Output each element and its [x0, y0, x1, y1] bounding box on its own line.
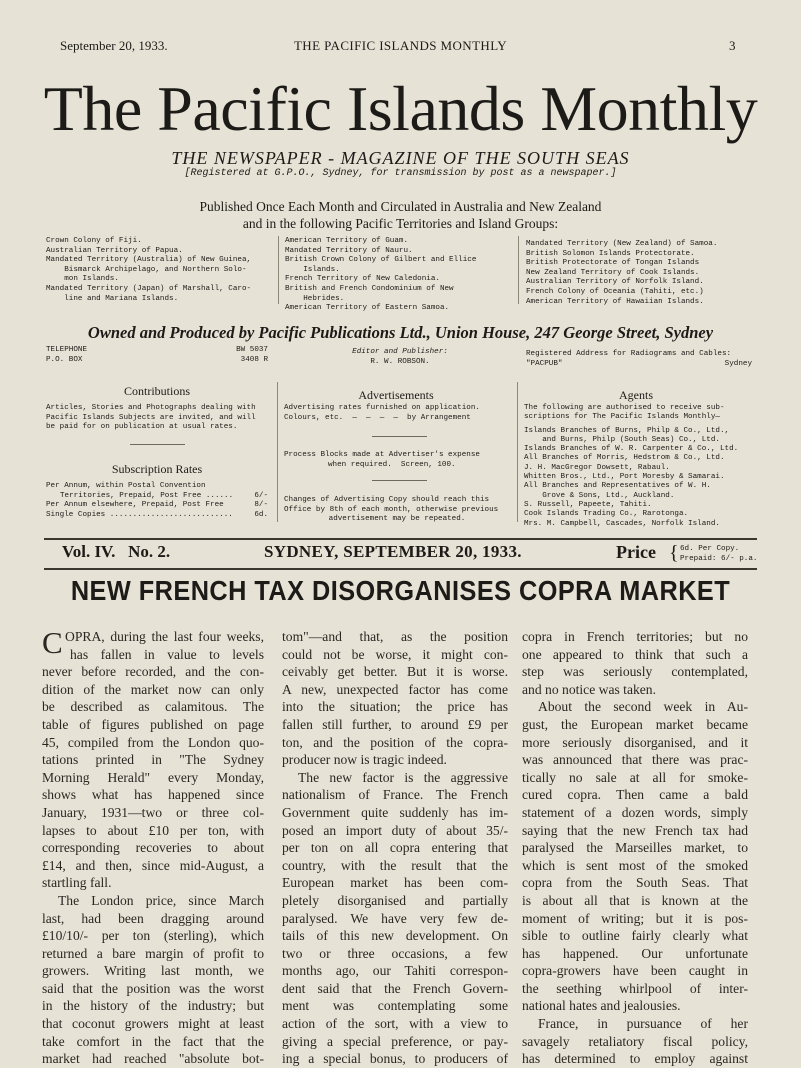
contributions-line: Articles, Stories and Photographs dealing with	[46, 404, 256, 412]
subscription-row	[46, 482, 268, 501]
article-line: is about all that is known at the	[522, 892, 748, 908]
agent-line: scriptions for The Pacific Islands Monthly—	[524, 413, 720, 422]
advertising-line: Advertising rates furnished on application.	[284, 404, 480, 412]
price-annual: Prepaid: 6/- p.a.	[680, 554, 758, 563]
agent-line: J. H. MacGregor Dowsett, Rabaul.	[524, 463, 670, 472]
article-line: was announced that there was prac-	[522, 752, 748, 768]
issue-bar-bottom-rule	[44, 568, 757, 570]
article-line: and no notice was taken.	[522, 681, 657, 697]
telephone-number: BW 5037	[236, 346, 268, 354]
column-divider	[517, 382, 518, 522]
drop-cap: C	[42, 625, 63, 660]
article-line: OPRA, during the last four weeks,	[65, 629, 264, 644]
subscription-rates	[46, 482, 268, 520]
territory-entry: Mandated Territory (Japan) of Marshall, Caro-	[46, 284, 252, 293]
territory-entry: Mandated Territory of Nauru.	[285, 246, 413, 255]
subscription-text: Per Annum elsewhere, Prepaid, Post Free	[46, 501, 224, 510]
territory-entry: Bismarck Archipelago, and Northern Solo-	[46, 265, 247, 274]
article-line: ment was contemplating some	[282, 998, 508, 1014]
territory-entry: American Territory of Hawaiian Islands.	[526, 297, 704, 306]
article-line: shows what has happened since	[42, 787, 264, 803]
article-line: £10/10/- per ton (sterling), which	[42, 928, 264, 944]
territory-entry: Hebrides.	[285, 294, 345, 303]
contact-block	[46, 346, 268, 365]
territory-entry: Australian Territory of Papua.	[46, 246, 183, 255]
article-line: cured copra. Then came a bald	[522, 787, 748, 803]
territory-entry: American Territory of Guam.	[285, 237, 409, 245]
territory-list-2	[285, 237, 515, 314]
article-line: country, with the result that the	[282, 857, 508, 873]
cable-city: Sydney	[724, 359, 752, 368]
subscription-text: Per Annum, within Postal Convention	[46, 482, 206, 490]
po-box-number: 3408 R	[240, 355, 268, 364]
agent-line: All Branches of Morris, Hedstrom & Co., Ltd.	[524, 454, 725, 463]
article-line: dent said that the French Govern-	[282, 980, 508, 996]
article-line: be described as calamitous. The	[42, 699, 264, 715]
article-line: The London price, since March	[58, 892, 264, 908]
article-line: step was seriously contemplated,	[522, 664, 748, 680]
article-line: ceivably get better. But it is worse.	[282, 664, 508, 680]
article-line: growers. Writing last month, we	[42, 963, 264, 979]
process-blocks	[284, 451, 510, 470]
article-line: £14, and then, since mid-August, a	[42, 857, 264, 873]
article-line: saying that the new French tax had	[522, 822, 748, 838]
issue-bar-top-rule	[44, 538, 757, 540]
territory-entry: French Colony of Oceania (Tahiti, etc.)	[526, 287, 704, 296]
advertising-rates	[284, 404, 510, 423]
section-rule	[372, 436, 427, 437]
page-number: 3	[729, 38, 736, 53]
article-line: months ago, our Tahiti correspon-	[282, 963, 508, 979]
contributions-text	[46, 404, 268, 433]
advertising-line: Colours, etc. — — — — by Arrangement	[284, 413, 471, 422]
price-details	[680, 545, 757, 564]
agent-line: The following are authorised to receive sub-	[524, 404, 725, 412]
ownership-line: Owned and Produced by Pacific Publications Ltd., Union House, 247 George Street, Sydney	[87, 323, 714, 342]
po-box-label: P.O. BOX	[46, 355, 83, 364]
article-line: that coconut growers might at least	[42, 1016, 264, 1032]
contributions-line: be paid for on publication at usual rates.	[46, 423, 238, 432]
article-line: tom"—and that, as the position	[282, 629, 508, 644]
article-line: posed an import duty of about 35/-	[282, 822, 508, 838]
article-line: in the history of the industry; but	[42, 998, 264, 1014]
article-line: dition of the market now can only	[42, 681, 264, 697]
territory-entry: British Solomon Islands Protectorate.	[526, 249, 695, 258]
territory-entry: mon Islands.	[46, 275, 119, 284]
agent-line: Cook Islands Trading Co., Rarotonga.	[524, 510, 689, 519]
article-line: which is sent most of the smoked	[522, 857, 748, 873]
copy-changes	[284, 496, 510, 525]
territory-entry: British and French Condominium of New	[285, 284, 454, 293]
subscription-text: Territories, Prepaid, Post Free ......	[60, 491, 234, 500]
article-line: last, had been dragging around	[42, 910, 264, 926]
column-divider	[277, 382, 278, 522]
radiogram-address: Registered Address for Radiograms and Cables:	[526, 350, 732, 358]
advertising-line: Process Blocks made at Advertiser's expense	[284, 451, 480, 459]
masthead-title: The Pacific Islands Monthly	[43, 73, 758, 144]
subscription-text: Single Copies ...........................	[46, 510, 233, 519]
article-line: A new, unexpected factor has come	[282, 681, 508, 697]
section-rule	[130, 444, 185, 445]
subscription-price: 6d.	[254, 510, 268, 519]
article-line: lapses to about £10 per ton, with	[42, 822, 264, 838]
article-line: could not be worse, it might con-	[282, 646, 508, 662]
article-line: paralysed the Marseilles market, to	[522, 840, 748, 856]
article-line: tails of this new development. On	[282, 928, 508, 944]
article-line: more seriously disorganised, and it	[522, 734, 748, 750]
article-line: savagely retaliatory fiscal policy,	[522, 1033, 748, 1049]
issue-date: SYDNEY, SEPTEMBER 20, 1933.	[264, 542, 522, 561]
article-line: startling fall.	[42, 875, 112, 891]
article-line: table of figures published on page	[42, 716, 264, 732]
article-line: into the situation; the price has	[282, 699, 508, 715]
article-line: tations printed in "The Sydney	[42, 752, 264, 768]
column-divider	[518, 236, 519, 304]
article-line: paralysed. We have very few de-	[282, 910, 508, 926]
article-line: the seething whirlpool of inter-	[522, 980, 748, 996]
article-line: January, 1931—two or three col-	[42, 804, 264, 820]
article-line: national hates and jealousies.	[522, 998, 681, 1014]
article-line: European market has been com-	[282, 875, 508, 891]
agent-line: Mrs. M. Campbell, Cascades, Norfolk Island.	[524, 519, 720, 528]
agent-line: Grove & Sons, Ltd., Auckland.	[524, 491, 675, 500]
editor-label: Editor and Publisher:	[352, 348, 448, 356]
subscription-heading: Subscription Rates	[111, 462, 203, 476]
territory-list-3	[526, 240, 761, 307]
article-line: two or three occasions, a few	[282, 945, 508, 961]
article-line: per ton on all copra entering that	[282, 840, 508, 856]
price-brace: {	[669, 542, 679, 564]
circulation-line-2: and in the following Pacific Territories and Island Groups:	[242, 216, 559, 231]
territory-entry: American Territory of Eastern Samoa.	[285, 304, 450, 313]
territory-entry: French Territory of New Caledonia.	[285, 275, 440, 284]
advertising-line: Changes of Advertising Copy should reach this	[284, 496, 490, 504]
article-line: one appeared to think that such a	[522, 646, 748, 662]
territory-entry: New Zealand Territory of Cook Islands.	[526, 268, 700, 277]
article-line: copra-growers have been caught in	[522, 963, 748, 979]
article-line: nationalism of France. The French	[282, 787, 508, 803]
territory-list-1	[46, 237, 276, 304]
territory-entry: Mandated Territory (New Zealand) of Samoa.	[526, 240, 718, 248]
article-line: statement of a dozen words, simply	[522, 804, 748, 820]
article-line: returned a bare margin of profit to	[42, 945, 264, 961]
agent-line: All Branches and Representatives of W. H.	[524, 482, 711, 491]
editor-block	[280, 348, 520, 367]
masthead-subtitle: THE NEWSPAPER - MAGAZINE OF THE SOUTH SEAS	[171, 148, 630, 168]
article-column-1	[42, 625, 264, 1068]
article-column-2	[282, 628, 508, 1068]
contributions-line: Pacific Islands Subjects are invited, and will	[46, 413, 256, 422]
agent-line: Islands Branches of W. R. Carpenter & Co., Ltd.	[524, 445, 739, 454]
cable-code: "PACPUB"	[526, 359, 563, 368]
volume-number: Vol. IV. No. 2.	[62, 542, 171, 561]
running-title: THE PACIFIC ISLANDS MONTHLY	[293, 38, 508, 53]
territory-entry: Crown Colony of Fiji.	[46, 237, 142, 245]
agents-list	[524, 404, 756, 529]
article-line: 45, compiled from the London quo-	[42, 734, 264, 750]
article-line: Government quite suddenly has im-	[282, 804, 508, 820]
subscription-row	[46, 501, 268, 511]
article-line: The new factor is the aggressive	[298, 769, 508, 785]
territory-entry: line and Mariana Islands.	[46, 294, 179, 303]
contributions-heading: Contributions	[123, 384, 190, 398]
article-line: has determined to employ against	[522, 1051, 748, 1067]
article-line: tically no sale at all for smoke-	[522, 769, 748, 785]
circulation-statement	[0, 198, 801, 232]
article-line: copra in French territories; but no	[522, 629, 748, 644]
article-line: About the second week in Au-	[538, 699, 748, 715]
article-line: giving a special preference, or pay-	[282, 1033, 508, 1049]
article-line: producer now is tragic indeed.	[282, 752, 447, 768]
running-date: September 20, 1933.	[60, 38, 168, 53]
advertisements-heading: Advertisements	[358, 388, 434, 402]
radiogram-block	[526, 350, 752, 369]
column-divider	[278, 236, 279, 304]
article-line: ton, and the position of the copra-	[282, 734, 508, 750]
agents-heading: Agents	[619, 388, 653, 402]
article-line: take comfort in the fact that the	[42, 1033, 264, 1049]
article-line: moment of writing; but it is pos-	[522, 910, 748, 926]
article-line: never before recorded, and the con-	[42, 664, 264, 680]
article-line: has happened. Our unfortunate	[522, 945, 748, 961]
telephone-label: TELEPHONE	[46, 346, 88, 354]
article-line: fallen still further, to around £9 per	[282, 716, 508, 732]
territory-entry: British Crown Colony of Gilbert and Ellice	[285, 256, 477, 265]
article-line: pletely disorganised and partially	[282, 892, 508, 908]
article-column-3	[522, 628, 748, 1068]
article-headline: NEW FRENCH TAX DISORGANISES COPRA MARKET	[70, 575, 731, 606]
advertising-line: Office by 8th of each month, otherwise previous	[284, 505, 499, 514]
territory-entry: British Protectorate of Tongan Islands	[526, 259, 700, 268]
subscription-price: 8/-	[254, 501, 268, 510]
agent-line: and Burns, Philp (South Seas) Co., Ltd.	[524, 435, 720, 444]
registration-note: [Registered at G.P.O., Sydney, for transmission by post as a newspaper.]	[184, 168, 617, 179]
editor-name: R. W. ROBSON.	[370, 357, 430, 366]
territory-entry: Australian Territory of Norfolk Island.	[526, 278, 704, 287]
territory-entry: Mandated Territory (Australia) of New Guinea,	[46, 256, 252, 265]
agent-line: Islands Branches of Burns, Philp & Co., Ltd.,	[524, 426, 730, 435]
article-line: Morning Herald" every Monday,	[42, 769, 264, 785]
article-line: said that the position was the worst	[42, 980, 264, 996]
article-line: ing a special bonus, to producers of	[282, 1051, 508, 1067]
article-line: corresponding recoveries to about	[42, 840, 264, 856]
section-rule	[372, 480, 427, 481]
article-line: France, in pursuance of her	[538, 1016, 748, 1032]
article-line: gust, the European market became	[522, 716, 748, 732]
article-line: copra from the South Seas. That	[522, 875, 748, 891]
territory-entry: Islands.	[285, 265, 340, 274]
article-line: has fallen in value to levels	[70, 646, 264, 662]
agent-line: S. Russell, Papeete, Tahiti.	[524, 500, 652, 509]
subscription-price: 6/-	[254, 491, 268, 500]
circulation-line-1: Published Once Each Month and Circulated in Australia and New Zealand	[199, 199, 602, 214]
article-line: action of the sort, with a view to	[282, 1016, 508, 1032]
price-per-copy: 6d. Per Copy.	[680, 545, 740, 553]
price-label: Price	[616, 542, 656, 562]
subscription-row	[46, 511, 268, 521]
agent-line: Whitten Bros., Ltd., Port Moresby & Samarai.	[524, 473, 725, 482]
article-line: sible to outline fairly clearly what	[522, 928, 748, 944]
advertising-line: when required. Screen, 100.	[328, 460, 456, 469]
advertising-line: advertisement may be repeated.	[328, 515, 466, 524]
article-line: market had reached "absolute bot-	[42, 1051, 264, 1067]
